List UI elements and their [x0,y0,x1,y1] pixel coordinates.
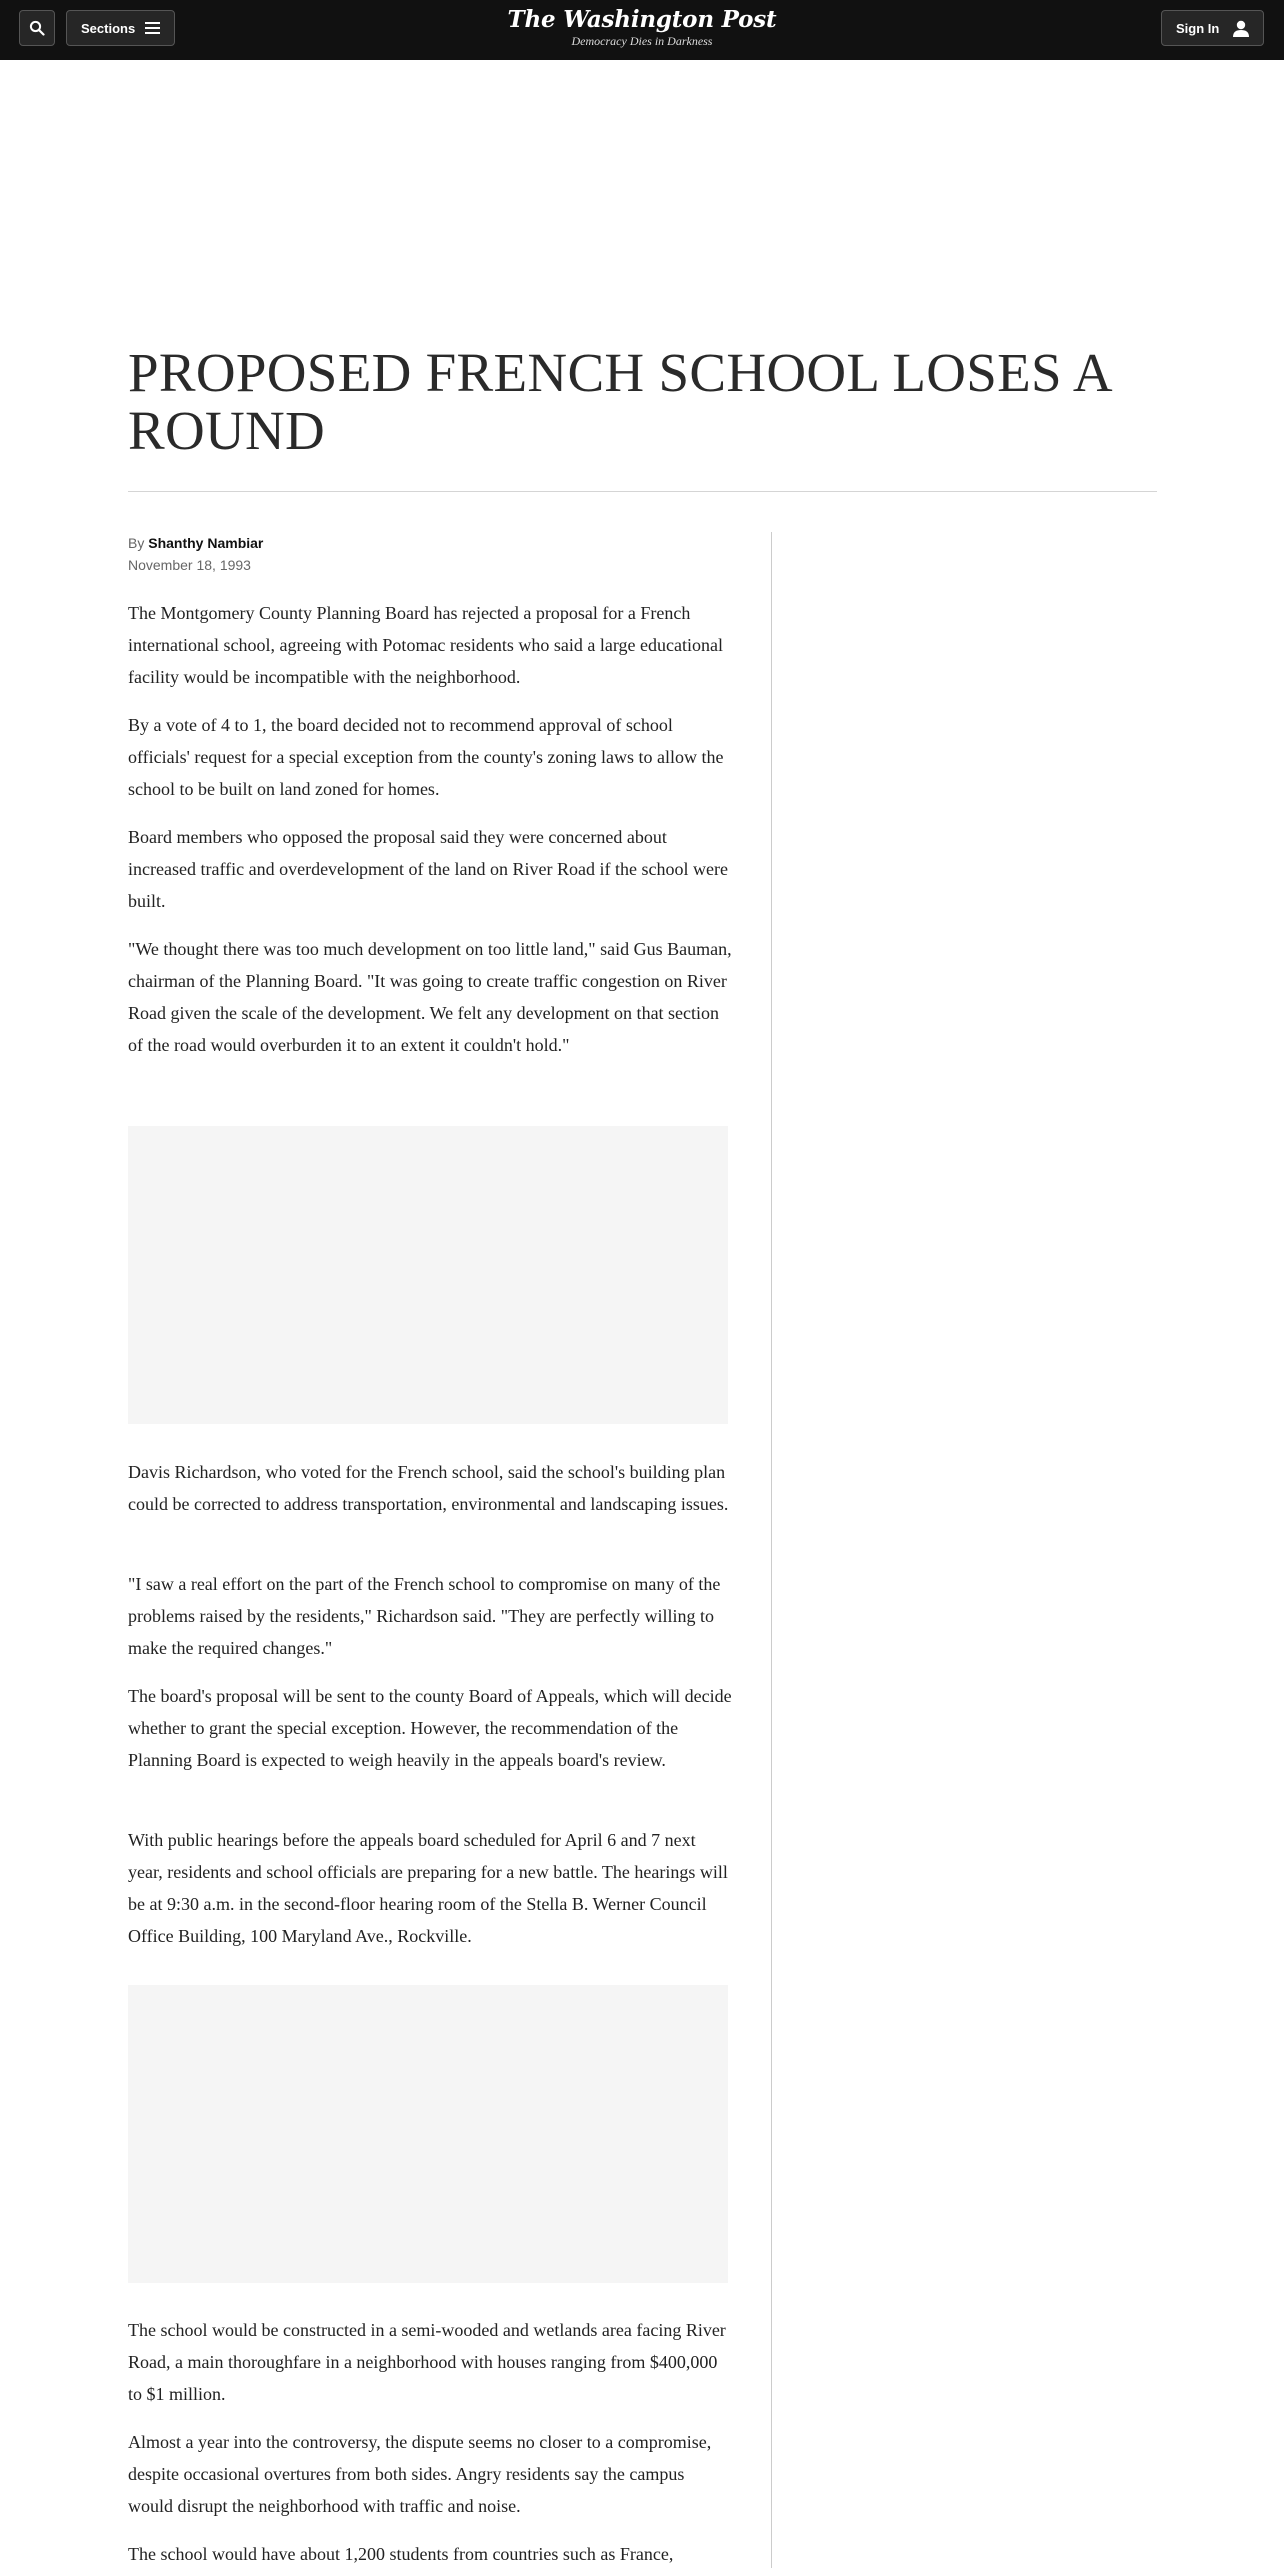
site-tagline: Democracy Dies in Darkness [571,34,713,48]
sections-label: Sections [81,20,136,36]
ad-placeholder [128,1126,728,1424]
article-paragraph: Board members who opposed the proposal said they were concerned about increased traffic and overdevelopment of the land on River Road if the school were built. [128,827,728,911]
search-button[interactable] [19,10,55,46]
article-paragraph: "I saw a real effort on the part of the French school to compromise on many of the problems raised by the residents," Richardson said. "They are perfectly willing to make the required changes." [128,1574,721,1658]
article-paragraph: Davis Richardson, who voted for the French school, said the school's building plan could be corrected to address transportation, environmental and landscaping issues. [128,1462,729,1514]
sign-in-button[interactable] [1161,10,1264,46]
article-paragraph: Almost a year into the controversy, the dispute seems no closer to a compromise, despite occasional overtures from both sides. Angry residents say the campus would disrupt the neighborhood with traffic and noise. [128,2432,712,2516]
article-paragraph: The Montgomery County Planning Board has rejected a proposal for a French international school, agreeing with Potomac residents who said a large educational facility would be incompatible with the neighborhood. [128,603,723,687]
ad-placeholder [128,1985,728,2283]
article-headline: PROPOSED FRENCH SCHOOL LOSES A ROUND [128,342,1110,461]
person-icon [1231,19,1251,39]
publish-date: November 18, 1993 [128,557,251,573]
article-paragraph: With public hearings before the appeals board scheduled for April 6 and 7 next year, residents and school officials are preparing for a new battle. The hearings will be at 9:30 a.m. in the second-floor hearing room of the Stella B. Werner Council Office Building, 100 Maryland Ave., Rockville. [128,1830,728,1946]
article-paragraph: The school would be constructed in a semi-wooded and wetlands area facing River Road, a main thoroughfare in a neighborhood with houses ranging from $400,000 to $1 million. [128,2320,726,2404]
sections-button[interactable] [66,10,175,46]
site-header [0,0,1284,60]
column-divider [771,532,772,2568]
article-paragraph: The school would have about 1,200 students from countries such as France, [128,2544,674,2564]
sign-in-label: Sign In [1176,20,1220,36]
author-link[interactable]: Shanthy Nambiar [148,535,264,551]
headline-divider [128,491,1157,492]
byline-prefix: By [128,535,145,551]
masthead[interactable] [442,6,842,48]
article-paragraph: "We thought there was too much development on too little land," said Gus Bauman, chairman of the Planning Board. "It was going to create traffic congestion on River Road given the scale of the development. We felt any development on that section of the road would overburden it to an extent it couldn't hold." [128,939,732,1055]
article-paragraph: By a vote of 4 to 1, the board decided not to recommend approval of school officials' request for a special exception from the county's zoning laws to allow the school to be built on land zoned for homes. [128,715,724,799]
article-paragraph: The board's proposal will be sent to the county Board of Appeals, which will decide whether to grant the special exception. However, the recommendation of the Planning Board is expected to weigh heavily in the appeals board's review. [128,1686,732,1770]
site-logo[interactable]: The Washington Post [507,6,777,33]
byline [128,534,263,552]
hamburger-icon [145,22,160,34]
search-icon [29,20,45,36]
